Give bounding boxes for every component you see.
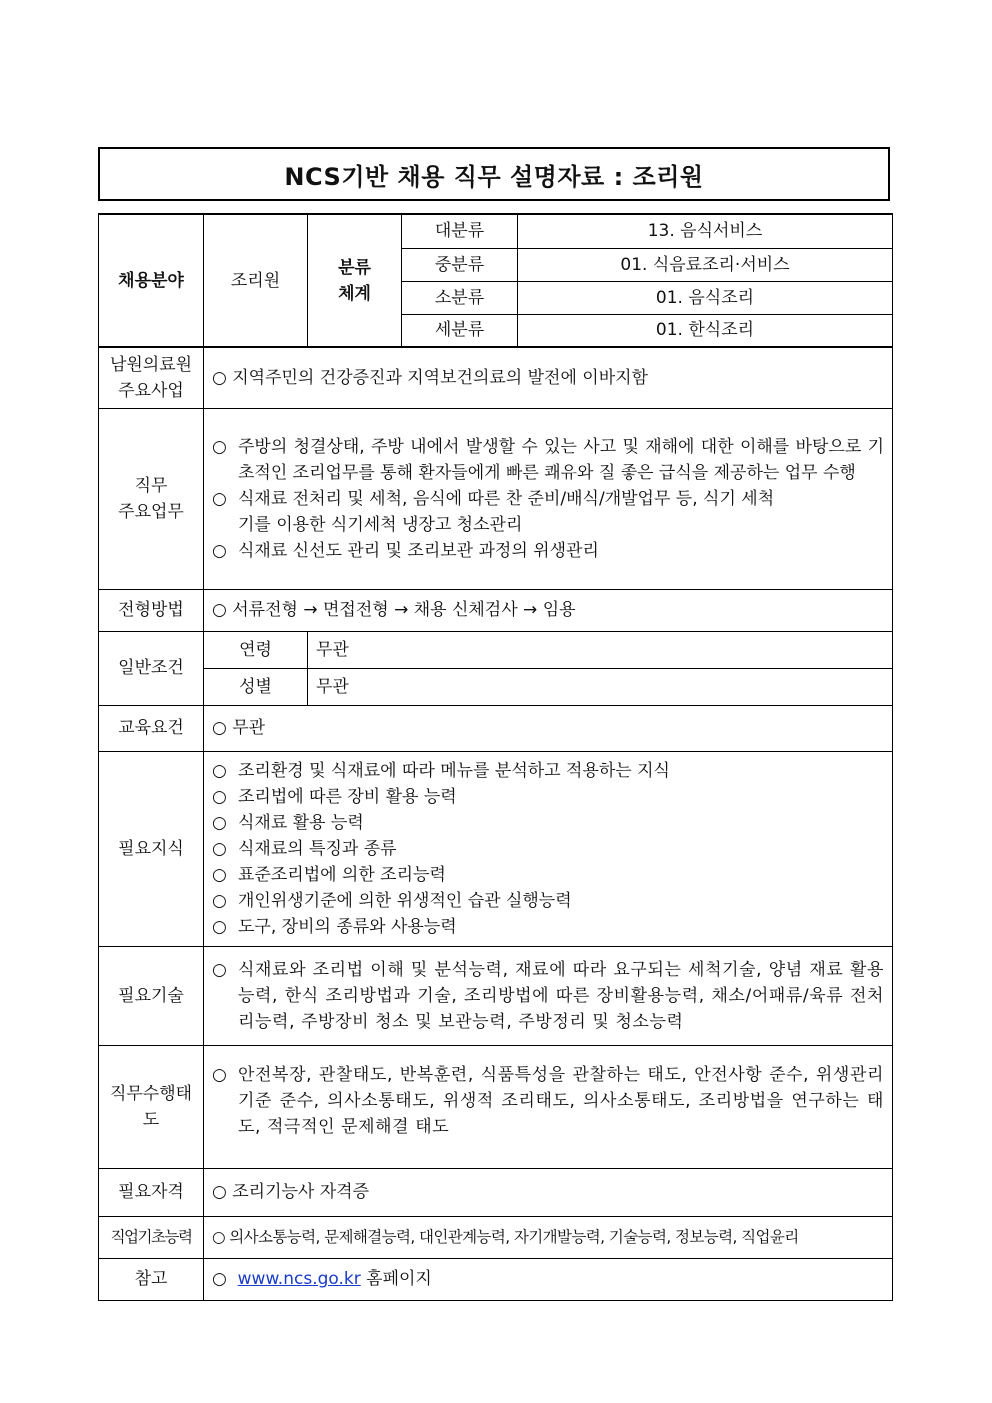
bullet-icon: ○ [212,436,227,457]
education-text: ○ 무관 [204,705,893,751]
license-label: 필요자격 [99,1168,204,1216]
age-label: 연령 [204,631,308,668]
recruit-field-value: 조리원 [204,214,308,347]
basic-label: 직업기초능력 [99,1216,204,1258]
duty-text-3: 식재료 신선도 관리 및 조리보관 과정의 위생관리 [238,540,599,561]
reference-content [204,1258,893,1300]
duties-label [99,408,204,589]
age-value: 무관 [308,631,893,668]
category-major-value: 13. 음식서비스 [518,214,893,248]
license-row [99,1168,893,1216]
gender-value: 무관 [308,668,893,705]
general-row-1 [99,631,893,668]
duties-label-line1: 직무 [134,475,168,496]
knowledge-row [99,751,893,946]
bullet-icon: ○ [212,1269,227,1289]
knowledge-text-1: 조리환경 및 식재료에 따라 메뉴를 분석하고 적용하는 지식 [238,760,670,781]
knowledge-text-7: 도구, 장비의 종류와 사용능력 [238,916,457,937]
duty-item [212,486,884,512]
selection-label: 전형방법 [99,589,204,631]
education-row [99,705,893,751]
basic-row [99,1216,893,1258]
knowledge-item [212,784,884,810]
selection-row [99,589,893,631]
ncs-homepage-link[interactable]: www.ncs.go.kr [237,1269,361,1289]
skills-row [99,946,893,1045]
business-label [99,347,204,408]
business-label-line1: 남원의료원 [109,354,193,375]
bullet-icon: ○ [212,864,227,885]
category-middle-label: 중분류 [402,248,518,281]
job-description-table [98,213,893,1301]
bullet-icon: ○ [212,760,227,781]
bullet-icon: ○ [212,916,227,937]
attitude-label-line1: 직무수행태 [109,1083,193,1104]
category-major-label: 대분류 [402,214,518,248]
knowledge-item [212,810,884,836]
bullet-icon: ○ [212,540,227,561]
category-middle-value: 01. 식음료조리·서비스 [518,248,893,281]
bullet-icon: ○ [212,1064,227,1085]
bullet-icon: ○ [212,890,227,911]
skills-item [212,957,884,1035]
bullet-icon: ○ [212,959,227,980]
attitude-label [99,1045,204,1168]
category-minor-value: 01. 음식조리 [518,281,893,314]
selection-text: ○ 서류전형 → 면접전형 → 채용 신체검사 → 임용 [204,589,893,631]
business-label-line2: 주요사업 [118,380,184,401]
attitude-row [99,1045,893,1168]
skills-label: 필요기술 [99,946,204,1045]
knowledge-item [212,836,884,862]
knowledge-text-3: 식재료 활용 능력 [238,812,364,833]
duty-text-2: 식재료 전처리 및 세척, 음식에 따른 찬 준비/배식/개발업무 등, 식기 세척 [238,488,775,509]
document-title: NCS기반 채용 직무 설명자료 : 조리원 [98,147,890,201]
basic-text: ○ 의사소통능력, 문제해결능력, 대인관계능력, 자기개발능력, 기술능력, 정보능력, 직업윤리 [204,1216,893,1258]
knowledge-text-4: 식재료의 특징과 종류 [238,838,397,859]
attitude-content [204,1045,893,1168]
category-detail-label: 세분류 [402,314,518,347]
reference-label: 참고 [99,1258,204,1300]
knowledge-text-6: 개인위생기준에 의한 위생적인 습관 실행능력 [238,890,572,911]
bullet-icon: ○ [212,488,227,509]
duty-text-2-continued: 기를 이용한 식기세척 냉장고 청소관리 [238,514,523,535]
classification-label [308,214,402,347]
bullet-icon: ○ [212,786,227,807]
classification-label-line1: 분류 [338,257,371,278]
classification-label-line2: 체계 [338,283,371,304]
general-label: 일반조건 [99,631,204,705]
duty-item [212,538,884,564]
recruit-field-label: 채용분야 [99,214,204,347]
business-row [99,347,893,408]
knowledge-item [212,758,884,784]
duty-text-1: 주방의 청결상태, 주방 내에서 발생할 수 있는 사고 및 재해에 대한 이해를 바탕으로 기초적인 조리업무를 통해 환자들에게 빠른 쾌유와 질 좋은 급식을 제공하는 업무 수행 [238,436,884,483]
knowledge-item [212,862,884,888]
knowledge-text-2: 조리법에 따른 장비 활용 능력 [238,786,457,807]
duty-item [212,434,884,486]
bullet-icon: ○ [212,812,227,833]
attitude-item [212,1062,884,1140]
duties-label-line2: 주요업무 [118,501,184,522]
recruit-row-1 [99,214,893,248]
skills-text: 식재료와 조리법 이해 및 분석능력, 재료에 따라 요구되는 세척기술, 양념 재료 활용능력, 한식 조리방법과 기술, 조리방법에 따른 장비활용능력, 채소/어패류/육류 전처리능력, 주방장비 청소 및 보관능력, 주방정리 및 청소능력 [238,959,884,1032]
category-detail-value: 01. 한식조리 [518,314,893,347]
knowledge-content [204,751,893,946]
business-text: ○ 지역주민의 건강증진과 지역보건의료의 발전에 이바지함 [204,347,893,408]
knowledge-label: 필요지식 [99,751,204,946]
knowledge-text-5: 표준조리법에 의한 조리능력 [238,864,446,885]
education-label: 교육요건 [99,705,204,751]
knowledge-item [212,888,884,914]
general-row-2 [99,668,893,705]
duties-row [99,408,893,589]
reference-row [99,1258,893,1300]
duties-content [204,408,893,589]
attitude-text: 안전복장, 관찰태도, 반복훈련, 식품특성을 관찰하는 태도, 안전사항 준수, 위생관리기준 준수, 의사소통태도, 위생적 조리태도, 의사소통태도, 조리방법을 연구하는 태도, 적극적인 문제해결 태도 [238,1064,884,1137]
bullet-icon: ○ [212,838,227,859]
knowledge-item [212,914,884,940]
attitude-label-line2: 도 [142,1109,160,1130]
license-text: ○ 조리기능사 자격증 [204,1168,893,1216]
category-minor-label: 소분류 [402,281,518,314]
gender-label: 성별 [204,668,308,705]
skills-content [204,946,893,1045]
reference-suffix: 홈페이지 [366,1269,432,1289]
